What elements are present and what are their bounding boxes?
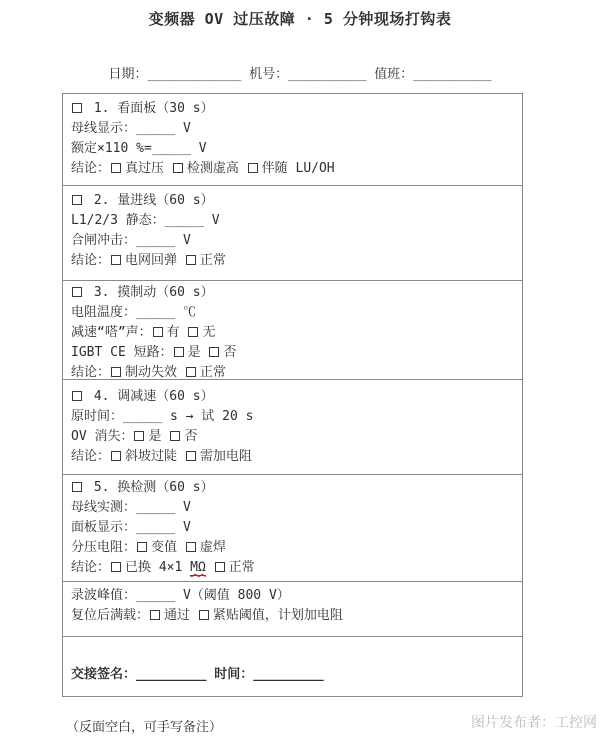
checkbox-icon[interactable] [188, 327, 198, 337]
form-line [71, 447, 516, 467]
label-text: 复位后满载： [71, 608, 150, 623]
form-line [71, 139, 516, 159]
label-text: 面板显示： [71, 520, 137, 535]
checkbox-icon[interactable] [72, 103, 82, 113]
form-section-5 [63, 474, 522, 581]
form-line [71, 427, 516, 447]
blank-field: _____ [164, 213, 204, 228]
label-text: 结论： [71, 365, 111, 379]
label-text: L1/2/3 静态： [71, 213, 165, 228]
label-text: V [175, 233, 191, 248]
label-text: 3. 摸制动（60 s） [86, 285, 214, 300]
blank-field: _____ [151, 141, 191, 156]
checkbox-icon[interactable] [153, 327, 163, 337]
label-text: 已换 4×1 [125, 560, 191, 575]
checkbox-icon[interactable] [134, 431, 144, 441]
form-line [71, 586, 516, 606]
blank-field: _____ [136, 233, 176, 248]
checkbox-icon[interactable] [186, 542, 196, 552]
label-text: 4. 调减速（60 s） [86, 389, 214, 404]
form-line [71, 665, 516, 685]
blank-field: _________ [253, 667, 324, 682]
checkbox-icon[interactable] [111, 451, 121, 461]
label-text: 交接签名： [71, 667, 137, 682]
label-text: 合闸冲击： [71, 233, 137, 248]
label-text: IGBT CE 短路： [71, 345, 173, 360]
form-section-4 [63, 379, 522, 474]
checkbox-icon[interactable] [186, 255, 196, 265]
form-line [71, 323, 516, 343]
form-section-1 [63, 94, 522, 185]
label-text: s → 试 20 s [162, 409, 254, 424]
label-text: 正常 [199, 253, 226, 268]
footer-note: （反面空白，可手写备注） [66, 720, 223, 735]
label-text: 有 [166, 325, 188, 340]
form-box [62, 93, 523, 697]
label-text: 结论： [71, 161, 111, 176]
label-text: 伴随 LU/OH [261, 161, 335, 176]
form-line [71, 231, 516, 251]
checkbox-icon[interactable] [72, 195, 82, 205]
checkbox-icon[interactable] [72, 391, 82, 401]
label-text: 2. 量进线（60 s） [86, 193, 214, 208]
label-text: 5. 换检测（60 s） [86, 480, 214, 495]
label-text: 母线实测： [71, 500, 137, 515]
form-line [71, 558, 516, 578]
blank-field: _____ [136, 500, 176, 515]
checkbox-icon[interactable] [72, 482, 82, 492]
form-line [71, 518, 516, 538]
label-text: 分压电阻： [71, 540, 137, 555]
form-line [71, 363, 516, 379]
label-text: OV 消失： [71, 429, 134, 444]
label-text: 1. 看面板（30 s） [86, 101, 214, 116]
page-title: 变频器 OV 过压故障 · 5 分钟现场打钩表 [148, 10, 452, 28]
label-text: 结论： [71, 449, 111, 464]
label-text: V [175, 121, 191, 136]
label-text: 是 [148, 429, 170, 444]
checkbox-icon[interactable] [199, 610, 209, 620]
checkbox-icon[interactable] [111, 562, 121, 572]
label-text: 电网回弹 [125, 253, 185, 268]
label-text: V [175, 520, 191, 535]
label-text: 需加电阻 [199, 449, 252, 464]
label-text: 否 [184, 429, 198, 444]
label-text: ℃ [175, 305, 196, 320]
label-text: 录波峰值： [71, 588, 137, 603]
checkbox-icon[interactable] [186, 367, 196, 377]
label-text: 原时间： [71, 409, 124, 424]
label-text: 斜坡过陡 [125, 449, 185, 464]
label-text: 通过 [164, 608, 198, 623]
label-text: 时间： [206, 667, 254, 682]
blank-field: _____ [136, 305, 176, 320]
checkbox-icon[interactable] [173, 163, 183, 173]
meta-line: 日期：____________ 机号：__________ 值班：__________ [108, 67, 492, 82]
label-text: 电阻温度： [71, 305, 137, 320]
label-text: 减速“嗒”声： [71, 325, 152, 340]
form-line [71, 159, 516, 179]
label-text [206, 560, 214, 575]
label-text: 变值 [151, 540, 185, 555]
label-text: 正常 [228, 560, 255, 575]
checkbox-icon[interactable] [215, 562, 225, 572]
label-text: 结论： [71, 253, 111, 268]
form-line [71, 606, 516, 626]
form-section-7 [63, 636, 522, 696]
checkbox-icon[interactable] [170, 431, 180, 441]
label-text: 真过压 [125, 161, 172, 176]
checkbox-icon[interactable] [111, 255, 121, 265]
blank-field: _____ [136, 121, 176, 136]
label-text: 紧贴阈值，计划加电阻 [212, 608, 343, 623]
form-line [71, 407, 516, 427]
label-text: 母线显示： [71, 121, 137, 136]
label-text: 虚焊 [199, 540, 226, 555]
form-line [71, 343, 516, 363]
form-line [71, 478, 516, 498]
form-line [71, 251, 516, 271]
checkbox-icon[interactable] [150, 610, 160, 620]
checkbox-icon[interactable] [209, 347, 219, 357]
form-line [71, 538, 516, 558]
blank-field: _________ [136, 667, 207, 682]
form-line [71, 387, 516, 407]
checkbox-icon[interactable] [174, 347, 184, 357]
unit-mohm: MΩ [190, 560, 206, 575]
checkbox-icon[interactable] [186, 451, 196, 461]
blank-field: _____ [136, 588, 176, 603]
checkbox-icon[interactable] [248, 163, 258, 173]
label-text: 否 [223, 345, 237, 360]
label-text: 无 [202, 325, 216, 340]
form-line [71, 191, 516, 211]
form-line [71, 303, 516, 323]
checkbox-icon[interactable] [137, 542, 147, 552]
checkbox-icon[interactable] [72, 287, 82, 297]
form-section-6 [63, 581, 522, 636]
checkbox-icon[interactable] [111, 367, 121, 377]
label-text: 结论： [71, 560, 111, 575]
label-text: 是 [187, 345, 209, 360]
form-section-2 [63, 185, 522, 280]
label-text: V [175, 500, 191, 515]
checkbox-icon[interactable] [111, 163, 121, 173]
blank-field: _____ [136, 520, 176, 535]
form-line [71, 119, 516, 139]
form-line [71, 99, 516, 119]
form-line [71, 283, 516, 303]
watermark: 图片发布者：工控网 [471, 715, 597, 731]
label-text: 制动失效 [125, 365, 185, 379]
blank-field: _____ [123, 409, 163, 424]
label-text: V（阈值 800 V） [175, 588, 290, 603]
label-text: V [203, 213, 220, 228]
label-text: 检测虚高 [186, 161, 247, 176]
label-text: 正常 [199, 365, 226, 379]
form-line [71, 211, 516, 231]
form-section-3 [63, 280, 522, 379]
form-line [71, 498, 516, 518]
label-text: V [190, 141, 207, 156]
label-text: 额定×110 %= [71, 141, 152, 156]
